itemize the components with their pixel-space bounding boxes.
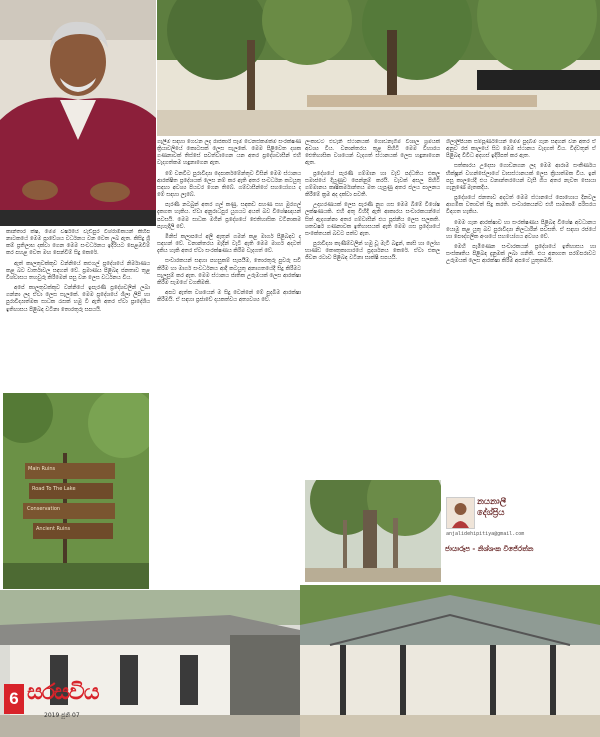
paragraph: ලංකාවට එවැනි ස්ථානයක් ගොඩනැගීම විශාල ශ්‍රමයක් අවශ්‍ය විය. වනාන්තරය තුළ පිහිටි මෙම විහාරය ඓතිහාසික වශයෙන් වැදගත් ස්ථානයක් ලෙස හඳුනාගෙන ඇත. <box>305 139 440 167</box>
paragraph: පුරාවිද්‍යා කැණීම්වලින් හමු වූ මැටි බඳුන්, කාසි හා ලෝහ භාණ්ඩ කෞතුකාගාරයේ ප්‍රදර්ශනය කෙරේ. ඒවා එකල ජීවන රටාව පිළිබඳ වටිනා සාක්ෂි සපයයි. <box>305 241 440 262</box>
paragraph: සංචාරකයන් සඳහා පහසුකම් සැපයීම, තොරතුරු පුවරු සවි කිරීම හා මාර්ග සංවර්ධනය ආදී කටයුතු අනාගතයේදී සිදු කිරීමට සැලසුම් කර ඇත. මෙම ස්ථානය ජාතික උරුමයක් ලෙස ආරක්ෂා කිරීම සැමගේ වගකීමකි. <box>157 258 301 286</box>
paragraph: ප්‍රදේශයේ ජනතාව අදටත් මෙම ස්ථානයේ පොහොය දිනවල ආගමික වතාවත් සිදු කරති. සංචාරකයන්ට එහි සාමකාමී පරිසරය විඳගත හැකිය. <box>446 195 596 216</box>
paragraph: මිනිස් කලාපයේ අලි ඇතුන් ගමන් කළ මාර්ග පිළිබඳව ද සඳහන් වේ. වනාන්තරය මැදින් වැටී ඇති මෙම මාර්ග අදටත් දැකිය හැකි අතර ඒවා සංරක්ෂණය කිරීම වැදගත් වේ. <box>157 233 301 255</box>
article-column-middle <box>157 139 301 587</box>
author-name-line-1: නයනාලී <box>477 497 507 507</box>
paragraph: අපේ කාලතුවක්කුව වන්නියේ ඉපැරණි ප්‍රදේශවලින් ලබා ගන්නා ලද ඒවා ලෙස සැලකේ. මෙම ප්‍රදේශයේ ශිලා ලිපි හා පුරාවිද්‍යාත්මක සාධක රැසක් හමු වී ඇති අතර ඒවා ප්‍රාදේශීය ඉතිහාසය පිළිබඳ වටිනා තොරතුරු සපයයි. <box>6 285 150 313</box>
paragraph: කාන්තාර ක්ෂ, මෙම වර්ෂයේ වැඩිපුර විශ්රාමිකයන් කිහිප නාටකයේ මෙම ප්‍රාවේශය වර්ධනය වන වෙත ලබ ඇත. කිසිදු ශ්‍රී කම් ප්‍රතිලාභ දක්වා ගෙන මෙම සංවර්ධනය ඉදිරියට පෙළඹවීම් කර පහළ වෙත මඟ පෙන්වීම් සිදු කෙරේ. <box>6 229 150 257</box>
sign-line-4: Ancient Ruins <box>36 526 71 532</box>
paragraph: පැරණි නටබුන් අතර ගල් කණු, සඳකඩ පහණ සහ මුරගල් දැකගත හැකිය. ඒවා අනුරාධපුර යුගයට අයත් බව විශේෂඥයන් පවසයි. මෙම සාධක මගින් ප්‍රදේශයේ ඓතිහාසික වටිනාකම පැහැදිලි වේ. <box>157 202 301 230</box>
banyan-tree-photo <box>305 480 441 582</box>
paragraph: අපට ඇත්ත වශයෙන් ම සිදු වෙන්නේ මේ පුදබිම ආරක්ෂා කිරීමයි. ඒ සඳහා ප්‍රජාවේ දායකත්වය අත්‍යවශ්‍ය වේ. <box>157 289 301 304</box>
masthead-logo: සරසවිය <box>27 680 99 705</box>
photo-credit: ජායාරූප - නිශ්ශංක විජේරත්න <box>445 545 534 553</box>
sign-line-1: Main Ruins <box>28 466 56 472</box>
sign-line-2: Road To The Lake <box>32 486 76 492</box>
paragraph: ශිලාලිපියක සම්පූර්ණයෙන් මෙම පුදබිම ගැන සඳහන් වන අතර ඒ අනුව රජ කාලයේ සිට මෙම ස්ථානය වැදගත් විය. විද්වතුන් ඒ පිළිබඳ විවිධ අදහස් ඉදිරිපත් කර ඇත. <box>446 139 596 160</box>
paragraph: මෙහි පැමිණෙන සංචාරකයන් ප්‍රදේශයේ ඉතිහාසය හා සංස්කෘතිය පිළිබඳ දැනුමක් ලබා ගනිති. එය අනාගත පරම්පරාවට උරුමයක් ලෙස ආරක්ෂා කිරීම අපගේ යුතුකමයි. <box>446 244 596 265</box>
sign-line-3: Conservation <box>27 506 61 512</box>
paragraph: උදාහරණයක් ලෙස පැරණි නුග ගස මෙම බිමේ විශේෂ ලක්ෂණයකි. එහි අතු විහිදී ඇති ආකාරය සංචාරකයන්ගේ සිත් ඇදගන්නා අතර ගම්වාසීන් එය පූජනීය ලෙස සලකති. ශතවර්ෂ ගණනාවක ඉතිහාසයක් ඇති මෙම ගස ප්‍රදේශයේ සංකේතයක් බවට පත්ව ඇත. <box>305 202 440 237</box>
author-avatar <box>446 497 475 529</box>
author-name-line-2: දේශ්ප්‍රිය <box>477 508 505 518</box>
author-email[interactable]: anjalidehipitiya@gmail.com <box>446 531 525 537</box>
paragraph: ප්‍රදේශයේ පැරණි ගම්මාන හා වැව් පද්ධතිය එකල සමාජයේ දියුණුව පෙන්නුම් කරයි. වැවක් අසල පිහිටි ගම්මානය කෘෂිකර්මාන්තය මත යැපුණු අතර ජලය පාලනය කිරීමේ ක්‍රම අද දක්වා පවතී. <box>305 170 440 199</box>
temple-grounds-photo <box>157 0 600 136</box>
portrait-photo <box>0 0 156 226</box>
paragraph: ඇත් කාලතුවක්කුව වන්නියේ කළුගල් ප්‍රදේශයේ නිර්මාණය කළ බව වාර්තාවල සඳහන් වේ. ප්‍රමාණය පිළිබඳ ජනතාව තුළ විශ්වාසය තහවුරු කිරීමෙන් පසු වන ලෙස වර්ධනය විය. <box>6 260 150 281</box>
issue-date: 2019 ජූනි 07 <box>44 712 80 719</box>
author-name <box>477 497 506 519</box>
paragraph: ගැලීම සඳහා ගෙවන ලද රාජකාරී සෑම වෙනස්කමක්ම සංරක්ෂණ ක්‍රියාවලියේ කොටසක් ලෙස සැලකේ. මෙම පිළිවෙත දශක ගණනාවක් තිස්සේ පවත්වාගෙන යන අතර ප්‍රදේශවාසීන් එහි වැදගත්කම හඳුනාගෙන ඇත. <box>157 139 301 167</box>
article-column-right-middle <box>305 139 440 477</box>
direction-sign-photo <box>3 393 149 589</box>
page-number-badge: 6 <box>4 684 24 714</box>
article-column-far-right <box>446 139 596 493</box>
shed-photo <box>300 585 600 737</box>
paragraph: මෙම ගැන ආරක්ෂාව හා සංරක්ෂණය පිළිබඳ විශේෂ අවධානය යොමු කළ යුතු බව පුරාවිද්‍යා නිලධාරීන් පවසති. ඒ සඳහා රජයේ හා පෞද්ගලික අංශයේ සහයෝගය අවශ්‍ය වේ. <box>446 219 596 240</box>
paragraph: සත්කාරය උදෙසා ගොඩනගන ලද මෙම ආරාම සංකීර්ණය භික්ෂූන් වහන්සේලාගේ වාසස්ථානයක් ලෙස ක්‍රියාත්මක විය. ඉන් පසු කාලයේදී එය වනාන්තරයෙන් වැසී ගිය අතර නැවත සොයා ගැනුණේ මෑතකදීය. <box>446 163 596 191</box>
article-column-left-upper <box>6 229 150 391</box>
paragraph: මේ වනවිට පුරාවිද්‍යා දෙපාර්තමේන්තුව විසින් මෙම ස්ථානය ආරක්ෂිත ප්‍රදේශයක් ලෙස නම් කර ඇති අතර සංවර්ධන කටයුතු සඳහා අවශ්‍ය පියවර ගෙන තිබේ. ගම්වාසීන්ගේ සහයෝගය ද මේ සඳහා ලැබේ. <box>157 170 301 199</box>
